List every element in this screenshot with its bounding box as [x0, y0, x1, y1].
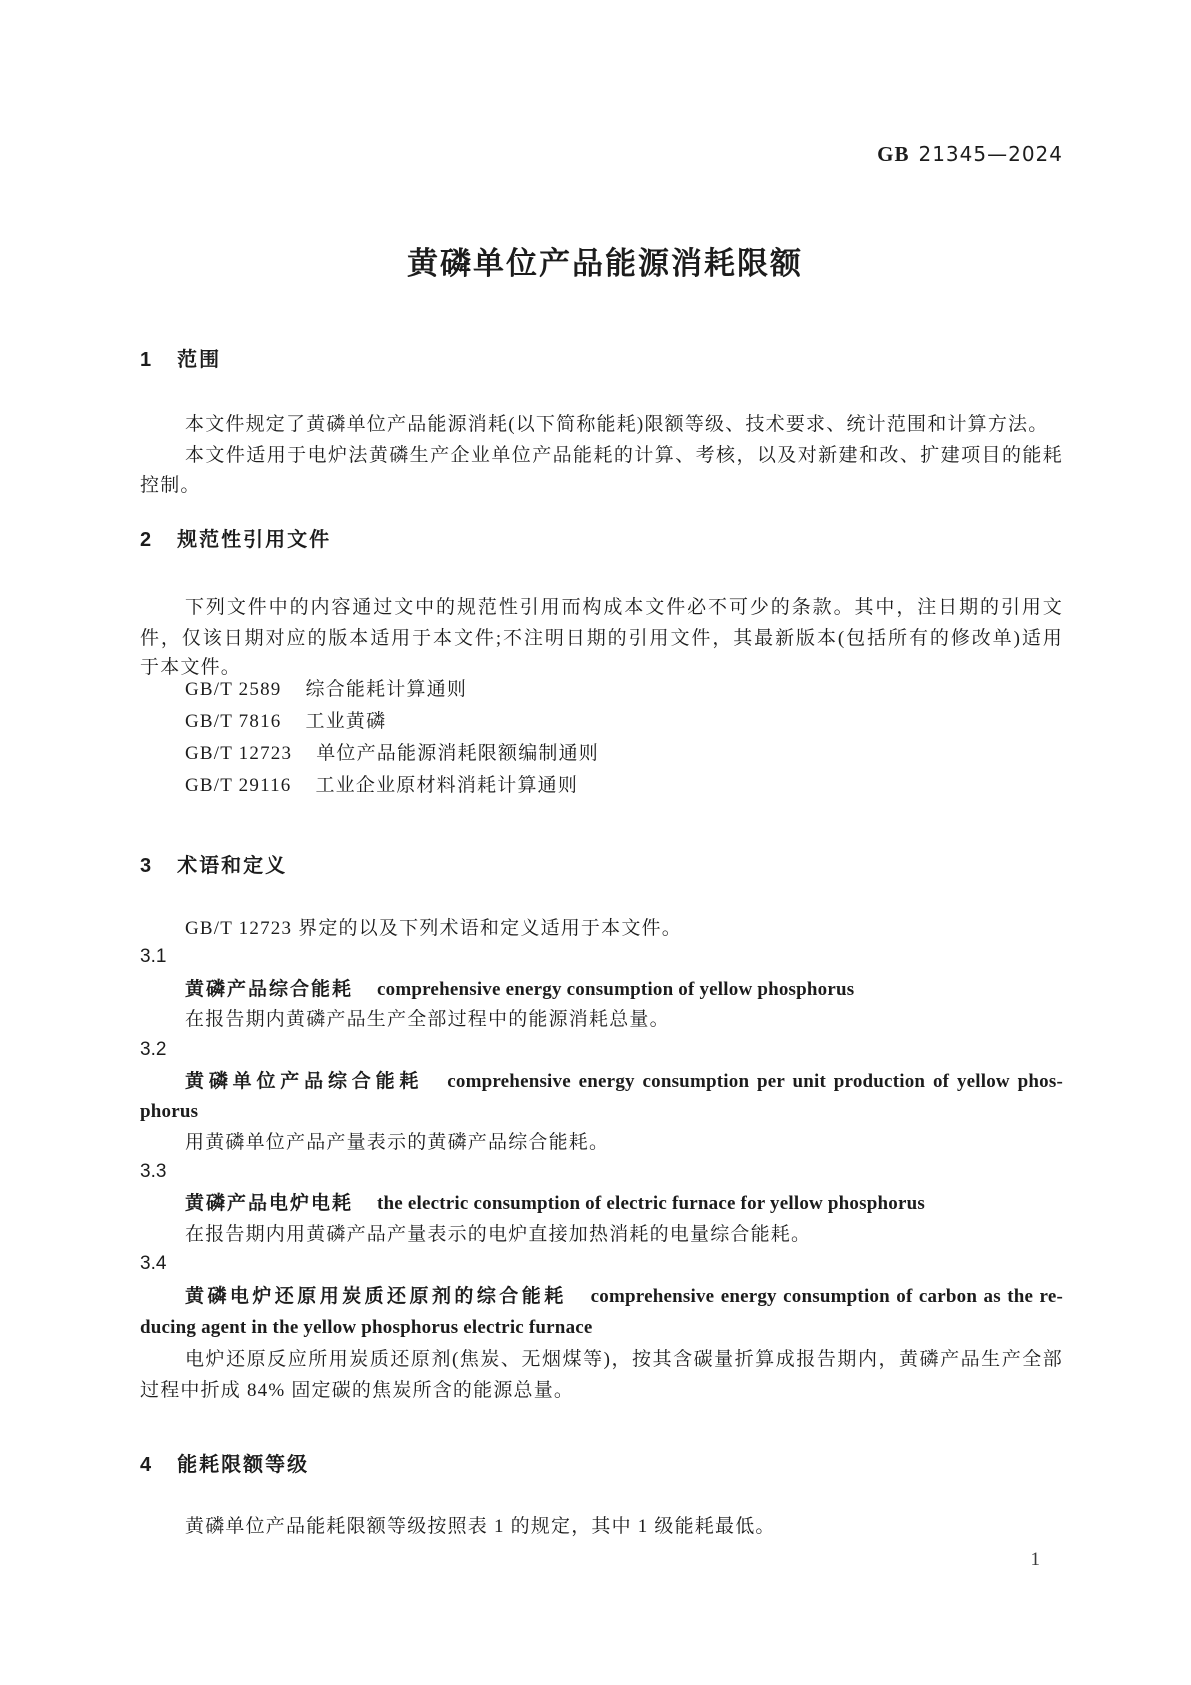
term-3-2-en-line-1: comprehensive energy consumption per unit production of yellow phos- [447, 1071, 1063, 1092]
reference-code: GB/T 12723 [185, 743, 293, 764]
doc-code-prefix: GB [877, 142, 910, 166]
term-3-1-en: comprehensive energy consumption of yellow phosphorus [377, 979, 855, 1000]
reference-item [140, 706, 1063, 738]
term-3-3-en: the electric consumption of electric furnace for yellow phosphorus [377, 1193, 925, 1214]
reference-item [140, 738, 1063, 770]
reference-title: 工业黄磷 [305, 711, 387, 732]
section-4-title: 能耗限额等级 [177, 1454, 310, 1476]
term-3-3-number: 3.3 [140, 1161, 167, 1182]
section-3-intro: GB/T 12723 界定的以及下列术语和定义适用于本文件。 [185, 918, 682, 939]
section-4-number: 4 [140, 1454, 152, 1476]
term-3-2-title [140, 1066, 1063, 1098]
term-3-2-en-line-2: phorus [140, 1101, 199, 1122]
doc-code [140, 138, 1063, 170]
reference-code: GB/T 7816 [185, 711, 282, 732]
section-4-paragraph-1: 黄磷单位产品能耗限额等级按照表 1 的规定，其中 1 级能耗最低。 [185, 1516, 776, 1537]
page-number: 1 [1030, 1549, 1040, 1570]
section-3-title: 术语和定义 [177, 855, 288, 877]
section-1-paragraph-1: 本文件规定了黄磷单位产品能源消耗(以下简称能耗)限额等级、技术要求、统计范围和计算方法。 [185, 414, 1049, 435]
term-3-1-number: 3.1 [140, 946, 167, 967]
term-3-4-en-line-1: comprehensive energy consumption of carbon as the re- [590, 1286, 1063, 1307]
term-3-3-definition: 在报告期内用黄磷产品产量表示的电炉直接加热消耗的电量综合能耗。 [185, 1224, 812, 1245]
section-3-number: 3 [140, 855, 152, 877]
term-3-3-zh: 黄磷产品电炉电耗 [185, 1193, 354, 1214]
term-3-3-title [140, 1188, 1063, 1220]
section-1-number: 1 [140, 349, 152, 371]
section-2-intro-line-3: 于本文件。 [140, 657, 242, 678]
section-1-paragraph-2-line-1: 本文件适用于电炉法黄磷生产企业单位产品能耗的计算、考核，以及对新建和改、扩建项目的能耗 [185, 445, 1063, 466]
reference-title: 单位产品能源消耗限额编制通则 [316, 743, 599, 764]
term-3-4-definition-line-1: 电炉还原反应所用炭质还原剂(焦炭、无烟煤等)，按其含碳量折算成报告期内，黄磷产品生产全部 [185, 1349, 1063, 1370]
term-3-4-en-line-2: ducing agent in the yellow phosphorus electric furnace [140, 1317, 593, 1338]
term-3-4-number: 3.4 [140, 1253, 167, 1274]
section-2-intro-line-2: 件，仅该日期对应的版本适用于本文件;不注明日期的引用文件，其最新版本(包括所有的修改单)适用 [140, 628, 1063, 649]
reference-item [140, 770, 1063, 802]
section-1-paragraph-2-line-2: 控制。 [140, 475, 201, 496]
term-3-4-zh: 黄磷电炉还原用炭质还原剂的综合能耗 [185, 1286, 567, 1307]
section-2-heading [140, 524, 1063, 556]
section-3-heading [140, 850, 1063, 882]
reference-title: 综合能耗计算通则 [305, 679, 468, 700]
section-2-title: 规范性引用文件 [177, 529, 332, 551]
term-3-1-zh: 黄磷产品综合能耗 [185, 979, 354, 1000]
reference-code: GB/T 2589 [185, 679, 282, 700]
section-2-number: 2 [140, 529, 152, 551]
term-3-1-definition: 在报告期内黄磷产品生产全部过程中的能源消耗总量。 [185, 1009, 670, 1030]
section-1-title: 范围 [177, 349, 222, 371]
term-3-2-number: 3.2 [140, 1039, 167, 1060]
term-3-2-zh: 黄磷单位产品综合能耗 [185, 1071, 424, 1092]
doc-code-number: 21345—2024 [918, 142, 1063, 166]
section-2-intro-line-1: 下列文件中的内容通过文中的规范性引用而构成本文件必不可少的条款。其中，注日期的引用文 [185, 597, 1063, 618]
term-3-4-definition-line-2: 过程中折成 84% 固定碳的焦炭所含的能源总量。 [140, 1380, 575, 1401]
term-3-1-title [140, 974, 1063, 1006]
term-3-4-title [140, 1281, 1063, 1313]
reference-item [140, 674, 1063, 706]
section-4-heading [140, 1449, 1063, 1481]
reference-code: GB/T 29116 [185, 775, 292, 796]
page-title: 黄磷单位产品能源消耗限额 [407, 246, 803, 281]
section-1-heading [140, 344, 1063, 376]
term-3-2-definition: 用黄磷单位产品产量表示的黄磷产品综合能耗。 [185, 1132, 610, 1153]
reference-title: 工业企业原材料消耗计算通则 [315, 775, 579, 796]
